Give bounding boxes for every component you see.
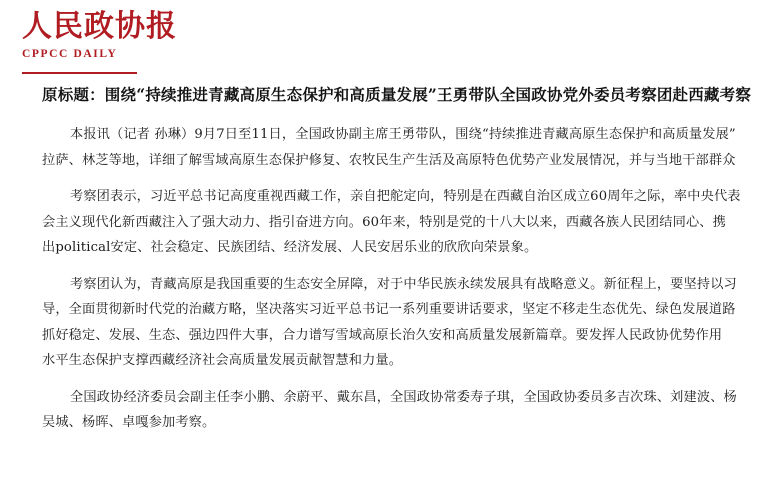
newspaper-masthead	[22, 10, 262, 60]
article-headline: 原标题：围绕“持续推进青藏高原生态保护和高质量发展”王勇带队全国政协党外委员考察团赴西藏考察	[42, 85, 752, 104]
paragraph-line: 水平生态保护支撑西藏经济社会高质量发展贡献智慧和力量。	[42, 353, 403, 368]
paragraph-line: 会主义现代化新西藏注入了强大动力、指引奋进方向。60年来，特别是党的十八大以来，西藏各族人民团结同心、携	[42, 214, 726, 230]
masthead-subtitle: CPPCC DAILY	[22, 48, 118, 60]
paragraph	[42, 272, 778, 374]
paragraph-line: 考察团认为，青藏高原是我国重要的生态安全屏障，对于中华民族永续发展具有战略意义。新征程上，要坚持以习	[70, 276, 737, 292]
paragraph	[42, 122, 778, 173]
article-body	[42, 122, 778, 436]
paragraph-line: 吴城、杨晖、卓嘎参加考察。	[42, 415, 216, 430]
paragraph-line: 出political安定、社会稳定、民族团结、经济发展、人民安居乐业的欣欣向荣景象。	[42, 240, 538, 255]
paragraph	[42, 184, 778, 261]
article-container	[42, 82, 778, 436]
masthead-divider	[22, 72, 137, 74]
paragraph-line: 抓好稳定、发展、生态、强边四件大事，合力谱写雪域高原长治久安和高质量发展新篇章。要发挥人民政协优势作用	[42, 327, 723, 343]
paragraph-line: 拉萨、林芝等地，详细了解雪域高原生态保护修复、农牧民生产生活及高原特色优势产业发展情况，并与当地干部群众	[42, 152, 736, 168]
paragraph-line: 考察团表示，习近平总书记高度重视西藏工作，亲自把舵定向，特别是在西藏自治区成立60周年之际，率中央代表	[70, 189, 741, 204]
masthead-title: 人民政协报	[22, 9, 177, 44]
paragraph-line: 全国政协经济委员会副主任李小鹏、余蔚平、戴东昌，全国政协常委寿子琪，全国政协委员多吉次珠、刘建波、杨	[70, 389, 737, 405]
paragraph-line: 本报讯（记者 孙琳）9月7日至11日，全国政协副主席王勇带队，围绕“持续推进青藏高原生态保护和高质量发展”	[70, 127, 736, 142]
paragraph	[42, 385, 778, 436]
paragraph-line: 导，全面贯彻新时代党的治藏方略，坚决落实习近平总书记一系列重要讲话要求，坚定不移走生态优先、绿色发展道路	[42, 302, 736, 317]
